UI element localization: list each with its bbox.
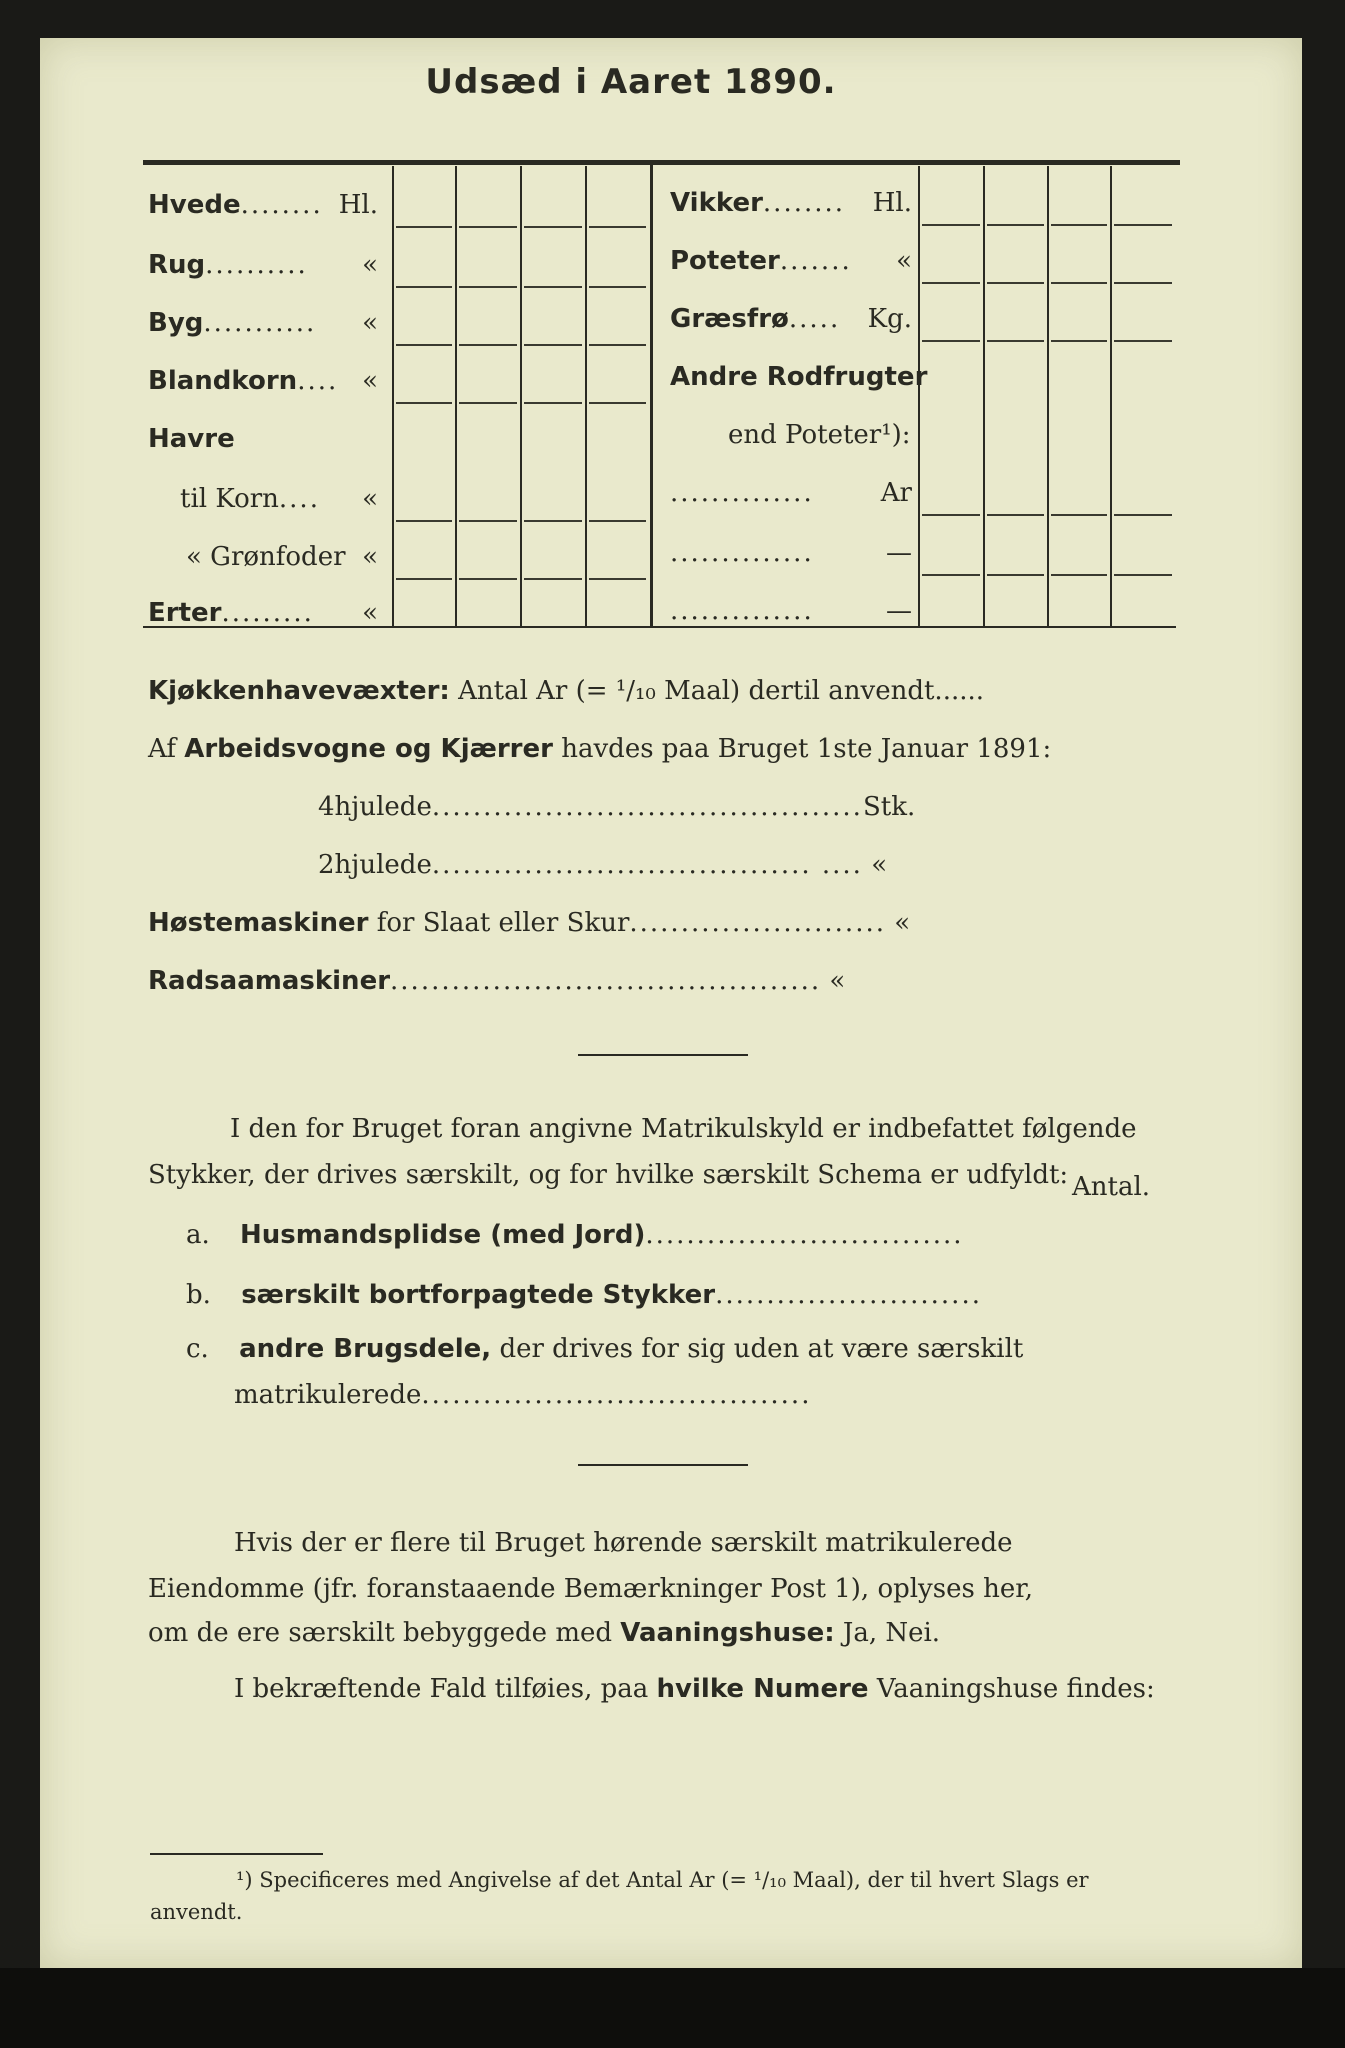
entry-line xyxy=(459,286,517,288)
item-a-letter: a. xyxy=(186,1220,210,1250)
right-row-unit: — xyxy=(886,538,912,568)
matrikul-line1: I den for Bruget foran angivne Matrikulskyld er indbefattet følgende xyxy=(230,1114,1137,1144)
right-row-label: Græsfrø xyxy=(670,304,789,334)
left-row xyxy=(148,366,378,396)
left-row-label: Rug xyxy=(148,250,206,280)
left-row-label: « Grønfoder xyxy=(186,542,346,572)
entry-line xyxy=(396,520,452,522)
entry-line xyxy=(524,520,582,522)
left-row-label: Blandkorn xyxy=(148,366,298,396)
left-row-dots xyxy=(235,424,378,454)
left-row-unit: « xyxy=(362,598,378,628)
entry-line xyxy=(459,344,517,346)
entry-line xyxy=(922,574,980,576)
item-b-label: særskilt bortforpagtede Stykker xyxy=(241,1280,716,1310)
entry-line xyxy=(396,286,452,288)
entry-line xyxy=(922,282,980,284)
entry-line xyxy=(1114,224,1172,226)
four-wheel-label: 4hjulede xyxy=(318,792,432,822)
entry-line xyxy=(589,226,646,228)
right-col-line xyxy=(1110,166,1112,626)
entry-line xyxy=(922,340,980,342)
entry-line xyxy=(987,340,1044,342)
item-b-dots: .......................... xyxy=(715,1280,982,1310)
right-row-unit: — xyxy=(886,596,912,626)
left-row xyxy=(148,598,378,628)
entry-line xyxy=(589,286,646,288)
entry-line xyxy=(589,344,646,346)
right-row xyxy=(670,538,912,568)
item-c xyxy=(186,1334,1023,1364)
entry-line xyxy=(1051,340,1107,342)
right-row-dots: ....... xyxy=(779,246,852,276)
right-row-unit: Hl. xyxy=(872,188,912,218)
entry-line xyxy=(1051,224,1107,226)
entry-line xyxy=(459,520,517,522)
entry-line xyxy=(459,226,517,228)
harvest-dots: ......................... xyxy=(629,908,886,938)
right-row-dots: ........ xyxy=(762,188,846,218)
entry-line xyxy=(1114,514,1172,516)
right-row-dots: .............. xyxy=(670,478,814,508)
entry-line xyxy=(1051,574,1107,576)
seed-label: Radsaamaskiner xyxy=(148,966,391,996)
left-row-unit: « xyxy=(362,308,378,338)
right-row-unit: « xyxy=(896,246,912,276)
confirm-post: Vaaningshuse findes: xyxy=(876,1674,1155,1704)
entry-line xyxy=(987,574,1044,576)
section-divider-2 xyxy=(578,1464,748,1466)
left-row-dots: ........... xyxy=(203,308,317,338)
entry-line xyxy=(396,226,452,228)
harvest-text: for Slaat eller Skur xyxy=(376,908,630,938)
confirm-pre: I bekræftende Fald tilføies, paa xyxy=(234,1674,649,1704)
top-rule xyxy=(143,160,1180,165)
if-more-line1: Hvis der er flere til Bruget hørende særskilt matrikulerede xyxy=(234,1528,1013,1558)
footnote-rule xyxy=(150,1853,323,1855)
entry-line xyxy=(524,286,582,288)
entry-line xyxy=(987,282,1044,284)
left-row-unit: « xyxy=(362,250,378,280)
left-row-label: Erter xyxy=(148,598,222,628)
item-c-label: andre Brugsdele, xyxy=(239,1334,492,1364)
right-row xyxy=(670,304,912,334)
item-b xyxy=(186,1280,982,1310)
left-col-line xyxy=(585,166,587,626)
left-row-dots: .......... xyxy=(205,250,308,280)
entry-line xyxy=(1114,282,1172,284)
two-wheel-label: 2hjulede xyxy=(318,850,432,880)
page-title: Udsæd i Aaret 1890. xyxy=(425,62,837,102)
item-b-letter: b. xyxy=(186,1280,211,1310)
left-row-dots: .... xyxy=(278,484,320,514)
right-row-label: end Poteter¹): xyxy=(728,420,911,450)
right-col-line xyxy=(983,166,985,626)
left-row-unit: « xyxy=(362,484,378,514)
entry-line xyxy=(459,402,517,404)
item-a xyxy=(186,1220,964,1250)
harvest-line xyxy=(148,908,910,938)
two-wheel-dots: ..................................... .... xyxy=(431,850,863,880)
scan-border xyxy=(0,1968,1345,2048)
entry-line xyxy=(524,578,582,580)
seed-dots: .......................................... xyxy=(390,966,822,996)
right-row-dots xyxy=(911,420,912,450)
left-row xyxy=(148,308,378,338)
right-row xyxy=(670,362,928,392)
entry-line xyxy=(589,520,646,522)
right-col-line xyxy=(918,166,920,626)
if-more-line3-bold: Vaaningshuse: xyxy=(620,1618,835,1648)
kitchen-text: Antal Ar (= ¹/₁₀ Maal) dertil anvendt...... xyxy=(458,676,985,706)
left-row-dots: ......... xyxy=(221,598,314,628)
entry-line xyxy=(524,402,582,404)
wagons-text: havdes paa Bruget 1ste Januar 1891: xyxy=(561,734,1052,764)
two-wheel-unit: « xyxy=(871,850,888,880)
entry-line xyxy=(987,514,1044,516)
left-row-unit: « xyxy=(362,542,378,572)
entry-line xyxy=(396,578,452,580)
entry-line xyxy=(1051,282,1107,284)
footnote-line2: anvendt. xyxy=(150,1900,243,1924)
right-row-label: Poteter xyxy=(670,246,780,276)
confirm-bold: hvilke Numere xyxy=(656,1674,869,1704)
footnote-line1: ¹) Specificeres med Angivelse af det Antal Ar (= ¹/₁₀ Maal), der til hvert Slags er xyxy=(236,1868,1089,1892)
entry-line xyxy=(922,514,980,516)
entry-line xyxy=(1114,340,1172,342)
four-wheel-line xyxy=(318,792,915,822)
right-row-unit: Ar xyxy=(880,478,912,508)
harvest-label: Høstemaskiner xyxy=(148,908,369,938)
right-row-dots: ..... xyxy=(788,304,841,334)
four-wheel-unit: Stk. xyxy=(862,792,916,822)
antal-label: Antal. xyxy=(1072,1172,1151,1202)
left-row-label: til Korn xyxy=(180,484,279,514)
item-c-line2 xyxy=(234,1380,811,1410)
left-row-label: Havre xyxy=(148,424,235,454)
left-row-unit: Hl. xyxy=(338,190,378,220)
wagons-line xyxy=(148,734,1051,764)
entry-line xyxy=(524,226,582,228)
entry-line xyxy=(396,344,452,346)
wagons-prefix: Af xyxy=(148,734,176,764)
left-col-line xyxy=(520,166,522,626)
entry-line xyxy=(589,402,646,404)
kitchen-label: Kjøkkenhavevæxter: xyxy=(148,676,450,706)
entry-line xyxy=(987,224,1044,226)
left-row-label: Hvede xyxy=(148,190,241,220)
left-row-label: Byg xyxy=(148,308,204,338)
right-row xyxy=(670,188,912,218)
left-row xyxy=(148,424,378,454)
left-row xyxy=(180,484,378,514)
item-c-letter: c. xyxy=(186,1334,209,1364)
wagons-label: Arbeidsvogne og Kjærrer xyxy=(184,734,553,764)
left-row-dots: .... xyxy=(297,366,339,396)
left-row xyxy=(148,250,378,280)
right-row-label: Andre Rodfrugter xyxy=(670,362,928,392)
two-wheel-line xyxy=(318,850,887,880)
left-row xyxy=(148,190,378,220)
right-row xyxy=(670,478,912,508)
item-a-label: Husmandsplidse (med Jord) xyxy=(240,1220,646,1250)
if-more-line3 xyxy=(148,1618,940,1648)
right-row-label: Vikker xyxy=(670,188,763,218)
section-divider xyxy=(578,1054,748,1056)
entry-line xyxy=(1051,514,1107,516)
left-row xyxy=(186,542,378,572)
entry-line xyxy=(589,578,646,580)
right-row xyxy=(728,420,912,450)
left-row-unit: « xyxy=(362,366,378,396)
seed-unit: « xyxy=(829,966,846,996)
seed-line xyxy=(148,966,845,996)
entry-line xyxy=(396,402,452,404)
four-wheel-dots: .......................................... xyxy=(431,792,863,822)
kitchen-line xyxy=(148,676,984,706)
right-row xyxy=(670,246,912,276)
confirm-line xyxy=(234,1674,1155,1704)
item-c2-text: matrikulerede xyxy=(234,1380,422,1410)
right-row-unit: Kg. xyxy=(867,304,912,334)
left-col-line xyxy=(455,166,457,626)
item-a-dots: ............................... xyxy=(645,1220,964,1250)
right-row-dots: .............. xyxy=(670,596,814,626)
item-c-text: der drives for sig uden at være særskilt xyxy=(499,1334,1024,1364)
entry-line xyxy=(922,224,980,226)
table-divider xyxy=(650,162,653,628)
right-row-dots: .............. xyxy=(670,538,814,568)
entry-line xyxy=(1114,574,1172,576)
entry-line xyxy=(459,578,517,580)
entry-line xyxy=(524,344,582,346)
left-row-dots: ........ xyxy=(240,190,323,220)
item-c2-dots: ...................................... xyxy=(421,1380,812,1410)
right-col-line xyxy=(1047,166,1049,626)
right-row xyxy=(670,596,912,626)
harvest-unit: « xyxy=(894,908,911,938)
if-more-line3-post: Ja, Nei. xyxy=(842,1618,941,1648)
matrikul-line2: Stykker, der drives særskilt, og for hvilke særskilt Schema er udfyldt: xyxy=(148,1160,1069,1190)
left-row-dots xyxy=(346,542,363,572)
left-col-line xyxy=(392,166,394,626)
if-more-line3-pre: om de ere særskilt bebyggede med xyxy=(148,1618,613,1648)
if-more-line2: Eiendomme (jfr. foranstaaende Bemærkninger Post 1), oplyses her, xyxy=(148,1574,1034,1604)
